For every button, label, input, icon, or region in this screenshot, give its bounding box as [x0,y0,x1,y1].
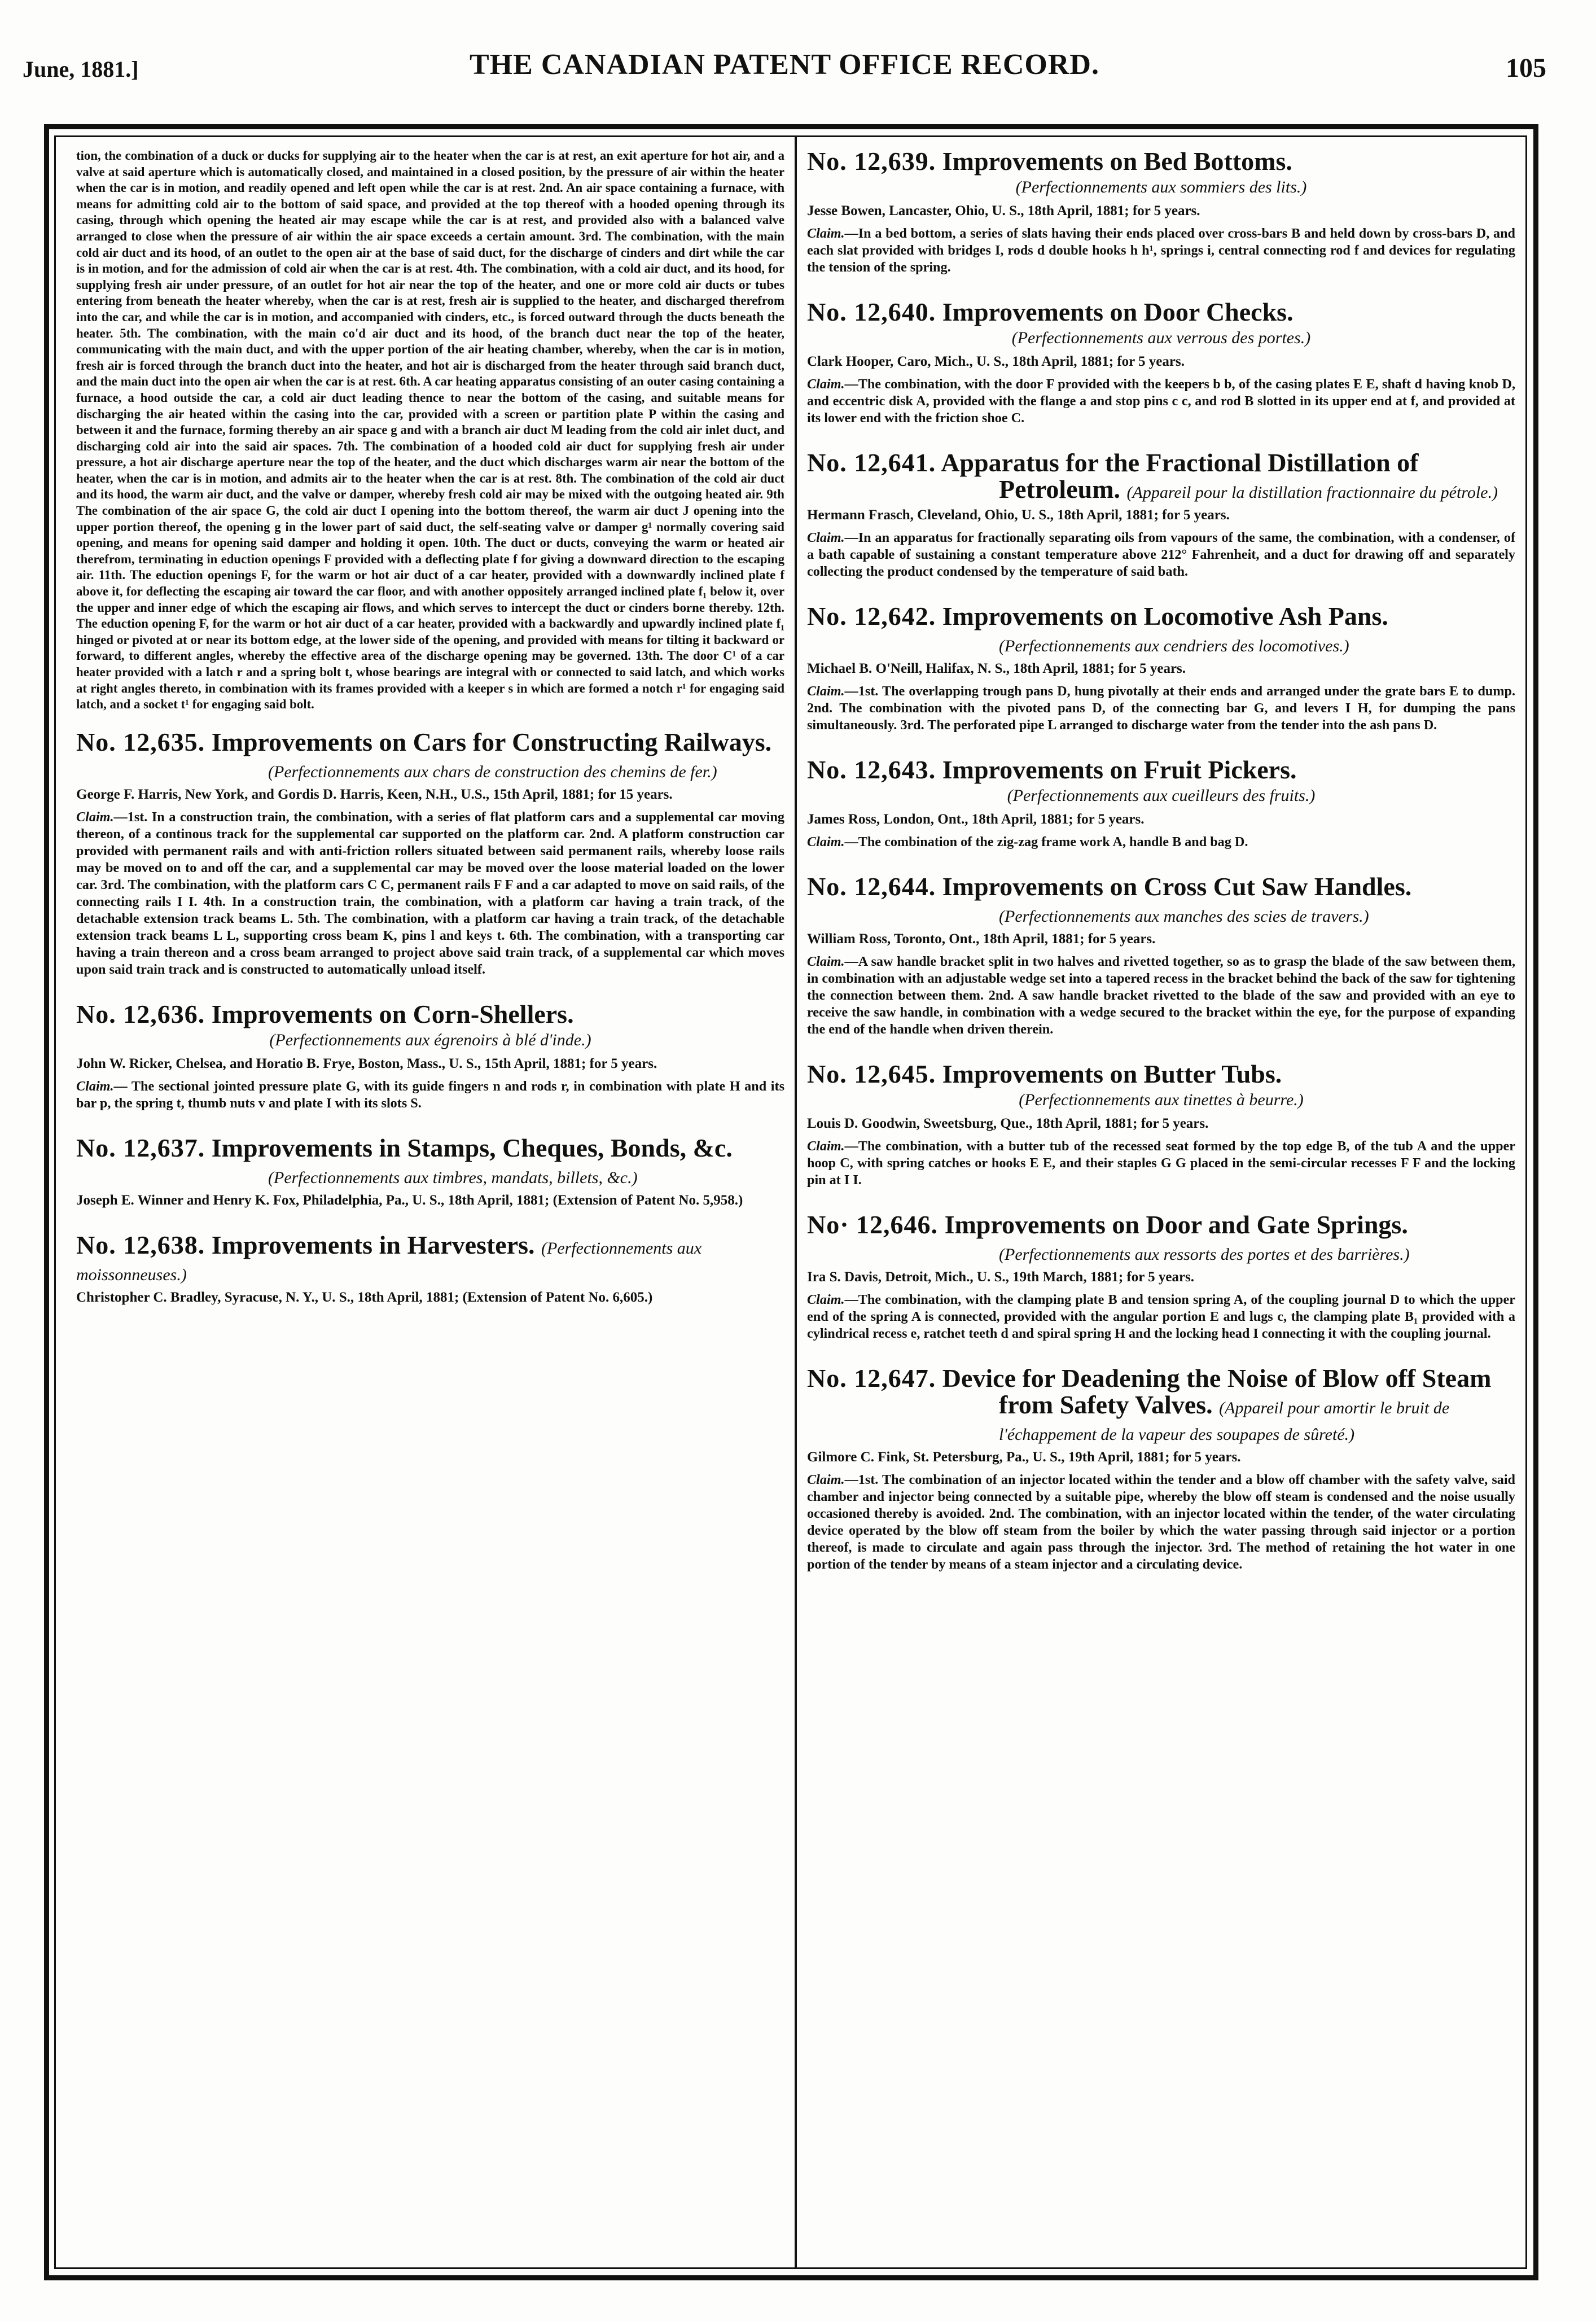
claim-body: —1st. In a construction train, the combination, with a series of flat platform cars and a supplemental car moving thereon, of a continous track for the supplemental car supported on the platform car. 2nd. A platform construction car provided with permanent rails and with anti-friction rollers situated between said permanent rails, whereby loose rails may be moved on to and off the car, and a supplemental car may be moved over the loose material loaded on the lower car. 3rd. The combination, with the platform cars C C, permanent rails F F and a car adapted to move on said rails, of the connecting rails I I. 4th. In a construction train, the combination, with a platform car having a train track, of the detachable extension track beams L. 5th. The combination, with a platform car having a train track, of the detachable extension track beams L L, supporting cross beam K, pins l and keys t. 6th. The combination, with a transporting car having a train thereon and a cross beam arranged to project above said train track, of a supplemental car which moves upon said train track and is constructed to automatically unload itself. [76,809,784,977]
publication-title: THE CANADIAN PATENT OFFICE RECORD. [470,49,1099,81]
patent-number: No. 12,637. [76,1133,205,1162]
claim-text [807,683,1515,734]
patent-heading [76,1135,784,1188]
patent-number: No. 12,636. [76,999,205,1028]
inventor-line: Joseph E. Winner and Henry K. Fox, Philadelphia, Pa., U. S., 18th April, 1881; (Extension of Patent No. 5,958.) [76,1192,743,1208]
patent-entry-12644 [807,873,1515,1038]
inventor-line: Louis D. Goodwin, Sweetsburg, Que., 18th April, 1881; for 5 years. [807,1116,1209,1131]
patent-entry-12642 [807,603,1515,734]
patent-title: Improvements on Butter Tubs. [942,1059,1282,1088]
patent-entry-12640 [807,299,1515,427]
patent-heading [807,148,1515,174]
patent-number: No. 12,644. [807,872,936,901]
running-header [23,48,1546,87]
inventor-line: George F. Harris, New York, and Gordis D. Harris, Keen, N.H., U.S., 15th April, 1881; for 15 years. [76,786,673,802]
patent-number: No. 12,640. [807,297,936,326]
claim-text [807,1291,1515,1342]
claim-body: —1st. The combination of an injector located within the tender and a blow off chamber with the safety valve, said chamber and injector being connected by a suitable pipe, whereby the blow off steam is condensed and the noise usually occasioned thereby is avoided. 2nd. The combination, with an injector located within the tender, of the water circulating device operated by the blow off steam from the boiler by which the water passing through said injector or a portion thereof, is made to circulate and again pass through the injector. 3rd. The method of retaining the hot water in one portion of the tender by means of a steam injector and a circulating device. [807,1472,1515,1572]
inventor-line: Hermann Frasch, Cleveland, Ohio, U. S., 18th April, 1881; for 5 years. [807,507,1230,523]
claim-label: Claim. [807,954,845,969]
patent-number: No. 12,638. [76,1230,205,1259]
patent-entry-12638 [76,1232,784,1306]
page-number: 105 [1506,53,1546,83]
patent-title: Improvements on Corn-Shellers. [211,999,574,1028]
claim-label: Claim. [807,684,845,699]
claim-text [807,834,1515,851]
patent-heading [807,299,1515,325]
patent-heading [76,729,784,782]
french-title: (Perfectionnements aux manches des scies de travers.) [999,907,1369,926]
claim-label: Claim. [807,834,845,849]
patent-entry-12641 [807,449,1515,580]
claim-label: Claim. [76,1078,114,1094]
patent-entry-12639 [807,148,1515,276]
patent-heading [807,1061,1515,1087]
claim-text [807,376,1515,427]
french-title: (Perfectionnements aux timbres, mandats, billets, &c.) [268,1168,638,1187]
french-title: (Perfectionnements aux moissonneuses.) [76,1238,702,1284]
patent-number: No. 12,635. [76,727,205,756]
issue-date: June, 1881.] [23,56,139,82]
claim-text [807,225,1515,276]
patent-title: Apparatus for the Fractional Distillation of Petroleum. [941,448,1419,503]
patent-number: No. 12,643. [807,755,936,784]
patent-title: Improvements in Harvesters. [211,1230,535,1259]
claim-body: —The combination of the zig-zag frame work A, handle B and bag D. [844,834,1248,849]
inventor-line: Michael B. O'Neill, Halifax, N. S., 18th April, 1881; for 5 years. [807,661,1186,676]
claim-body: —1st. The overlapping trough pans D, hung pivotally at their ends and arranged under the grate bars E to dump. 2nd. The combination with the pivoted pans D, of the connecting bar G, and levers I H, for dumping the pans simultaneously. 3rd. The perforated pipe L arranged to discharge water from the tender into the ash pans D. [807,684,1515,733]
patent-heading [807,1365,1515,1444]
patent-title: Improvements on Cross Cut Saw Handles. [942,872,1412,901]
patent-number: No. 12,641. [807,448,936,477]
patent-title: Improvements on Cars for Constructing Railways. [211,727,772,756]
claim-text [76,809,784,978]
inventor-line: James Ross, London, Ont., 18th April, 1881; for 5 years. [807,812,1145,827]
french-title: (Appareil pour amortir le bruit de l'échappement de la vapeur des soupapes de sûreté.) [999,1399,1450,1444]
inventor-line: Jesse Bowen, Lancaster, Ohio, U. S., 18th April, 1881; for 5 years. [807,203,1200,218]
claim-text [807,529,1515,580]
claim-label: Claim. [76,809,114,825]
patent-heading [807,603,1515,656]
patent-number: No. 12,639. [807,148,936,176]
french-title: (Perfectionnements aux tinettes à beurre.) [1019,1091,1304,1109]
patent-title: Improvements in Stamps, Cheques, Bonds, &c. [211,1133,733,1162]
claim-text [807,1138,1515,1189]
claim-label: Claim. [807,1138,845,1154]
inventor-line: John W. Ricker, Chelsea, and Horatio B. Frye, Boston, Mass., U. S., 15th April, 1881; for 5 years. [76,1056,657,1071]
claim-body: —In an apparatus for fractionally separating oils from vapours of the same, the combination, with a condenser, of a bath capable of sustaining a constant temperature above 212° Fahrenheit, and a duct for drawing off and separately collecting the product condensed by the temperature of said bath. [807,530,1515,579]
claim-label: Claim. [807,1292,845,1307]
french-title: (Perfectionnements aux chars de construction des chemins de fer.) [268,762,717,781]
claim-label: Claim. [807,1472,845,1487]
patent-title: Improvements on Door and Gate Springs. [944,1210,1408,1239]
inventor-line: William Ross, Toronto, Ont., 18th April, 1881; for 5 years. [807,931,1156,947]
patent-entry-12646 [807,1211,1515,1342]
patent-title: Improvements on Bed Bottoms. [942,148,1292,176]
patent-heading [76,1001,784,1027]
inventor-line: Gilmore C. Fink, St. Petersburg, Pa., U. S., 19th April, 1881; for 5 years. [807,1449,1241,1465]
claim-label: Claim. [807,226,845,241]
patent-number: No· 12,646. [807,1210,939,1239]
claim-body: —The combination, with the clamping plate B and tension spring A, of the coupling journal D to which the upper end of the spring A is connected, provided with the angular portion E and lugs c, the clamping plate B₁ provided with a cylindrical recess e, ratchet teeth d and spiral spring H and the locking head I connecting it with the coupling journal. [807,1292,1515,1341]
patent-heading [807,756,1515,783]
patent-entry-12637 [76,1135,784,1209]
french-title: (Perfectionnements aux égrenoirs à blé d'inde.) [269,1030,591,1049]
right-column [807,148,1515,2259]
claim-body: —The combination, with a butter tub of the recessed seat formed by the top edge B, of the tub A and the upper hoop C, with spring catches or hooks E E, and their staples G G placed in the semi-circular recesses F F and the locking pin at I I. [807,1138,1515,1188]
french-title: (Perfectionnements aux ressorts des portes et des barrières.) [999,1245,1410,1264]
french-title: (Perfectionnements aux sommiers des lits.) [1015,178,1307,196]
patent-entry-12636 [76,1001,784,1112]
claim-label: Claim. [807,376,845,392]
patent-number: No. 12,642. [807,602,936,630]
patent-number: No. 12,647. [807,1364,936,1392]
french-title: (Perfectionnements aux cendriers des locomotives.) [999,637,1349,655]
patent-title: Improvements on Locomotive Ash Pans. [942,602,1388,630]
left-column [76,148,784,2259]
patent-heading [76,1232,784,1285]
patent-heading [807,1211,1515,1264]
patent-entry-12647 [807,1365,1515,1573]
patent-heading [807,449,1515,502]
patent-heading [807,873,1515,926]
claim-label: Claim. [807,530,845,545]
french-title: (Perfectionnements aux verrous des portes.) [1011,329,1311,347]
inventor-line: Christopher C. Bradley, Syracuse, N. Y., U. S., 18th April, 1881; (Extension of Patent No. 6,605.) [76,1289,653,1305]
column-divider [795,135,797,2269]
patent-title: Improvements on Door Checks. [942,297,1294,326]
claim-text [76,1078,784,1112]
french-title: (Perfectionnements aux cueilleurs des fruits.) [1007,786,1316,805]
claim-body: — The sectional jointed pressure plate G, with its guide fingers n and rods r, in combination with plate H and its bar p, the spring t, thumb nuts v and plate I with its slots S. [76,1078,784,1111]
french-title: (Appareil pour la distillation fractionnaire du pétrole.) [1126,483,1498,502]
inventor-line: Clark Hooper, Caro, Mich., U. S., 18th April, 1881; for 5 years. [807,354,1185,369]
patent-entry-12643 [807,756,1515,851]
patent-title: Device for Deadening the Noise of Blow off Steam from Safety Valves. [942,1364,1492,1419]
claim-text [807,1472,1515,1573]
patent-entry-12645 [807,1061,1515,1189]
claim-body: —A saw handle bracket split in two halves and rivetted together, so as to grasp the blade of the saw between them, in combination with an adjustable wedge set into a tapered recess in the bracket behind the back of the saw for tightening the connection between them. 2nd. A saw handle bracket rivetted to the blade of the saw and provided with an eye to receive the saw handle, in combination with a wedge secured to the bracket within the eye, for the purpose of expanding the end of the handle when driven therein. [807,954,1515,1037]
claim-body: —The combination, with the door F provided with the keepers b b, of the casing plates E E, shaft d having knob D, and eccentric disk A, provided with the flange a and stop pins c c, and rod B slotted in its upper end at f, and provided at its lower end with the friction shoe C. [807,376,1515,426]
claim-text [807,953,1515,1038]
patent-entry-12635 [76,729,784,978]
patent-title: Improvements on Fruit Pickers. [942,755,1297,784]
claim-body: —In a bed bottom, a series of slats having their ends placed over cross-bars B and held down by cross-bars D, and each slat provided with bridges I, rods d double hooks h h¹, springs i, central connecting rod f and devices for regulating the tension of the spring. [807,226,1515,275]
inventor-line: Ira S. Davis, Detroit, Mich., U. S., 19th March, 1881; for 5 years. [807,1269,1195,1285]
continued-claims-text: tion, the combination of a duck or ducks for supplying air to the heater when the car is at rest, an exit aperture for hot air, and a valve at said aperture which is automatically closed, and maintained in a closed position, by the pressure of air within the heater when the car is in motion, and readily opened and left open while the car is at rest. 2nd. An air space containing a furnace, with means for admitting cold air to the bottom of said space, and provided at the top thereof with a hooded opening through its casing, through which opening the heated air may escape while the car is at rest, and provided also with a balanced valve arranged to close when the pressure of air within the air space exceeds a certain amount. 3rd. The combination, with the main cold air duct and its hood, of an outlet to the open air at the base of said duct, for the discharge of cinders and dirt while the car is in motion, and for the admission of cold air when the car is at rest. 4th. The combination, with a cold air duct, and its hood, for supplying fresh air under pressure, of an outlet for hot air near the top of the heater, and one or more cold air ducts or tubes entering from beneath the heater whereby, when the car is at rest, fresh air is supplied to the heater, and discharged therefrom into the car, and while the car is in motion, and accompanied with cinders, etc., is forced outward through the ducts beneath the heater. 5th. The combination, with the main co'd air duct and its hood, of the branch duct near the top of the heater, communicating with the main duct, and with the upper portion of the air heating chamber, whereby, when the car is in motion, fresh air is forced through the branch duct into the heater, and hot air is discharged from the heater through said branch duct, and the main duct into the open air when the car is at rest. 6th. A car heating apparatus consisting of an outer casing containing a furnace, a hood outside the car, a cold air duct leading thence to near the bottom of the casing, and suitable means for discharging the air heated within the casing into the car, provided with a screen or partition plate P within the casing and between it and the furnace, forming thereby an air space g and with a branch air duct M leading from the cold air inlet duct, and discharging cold air into the said air spaces. 7th. The combination of a hooded cold air duct for supplying fresh air under pressure, a hot air discharge aperture near the top of the heater, and the duct which discharges warm air near the bottom of the heater, when the car is in motion, and admits air to the heater when the car is at rest. 8th. The combination of the cold air duct and its hood, the warm air duct, and the valve or damper, whereby fresh cold air may be mixed with the outgoing heated air. 9th The combination of the air space G, the cold air duct I opening into the bottom thereof, the warm air duct J opening into the upper portion thereof, the opening g in the lower part of said duct, the self-seating valve or damper g¹ normally covering said opening, and means for opening said damper and holding it open. 10th. The duct or ducts, conveying the warm or heated air therefrom, terminating in eduction openings F provided with a deflecting plate f for giving a downward direction to the escaping air. 11th. The eduction openings F, for the warm or hot air duct of a car heater, provided with a downwardly inclined plate f above it, for deflecting the escaping air toward the car floor, and with another oppositely arranged inclined plate f₁ below it, over the upper and inner edge of which the escaping air flows, and which serves to intercept the duct or cinders borne thereby. 12th. The eduction opening F, for the warm or hot air duct of a car heater, provided with a backwardly and upwardly inclined plate f₁ hinged or pivoted at or near its bottom edge, at the lower side of the opening, and provided with means for tilting it backward or forward, to different angles, whereby the effective area of the discharge opening may be governed. 13th. The door C¹ of a car heater provided with a latch r and a spring bolt t, whose bearings are integral with or connected to said latch, and which works at right angles thereto, in combination with its frames provided with a keeper s in which are formed a notch r¹ for engaging said latch, and a socket t¹ for engaging said bolt. [76,148,784,712]
patent-number: No. 12,645. [807,1059,936,1088]
